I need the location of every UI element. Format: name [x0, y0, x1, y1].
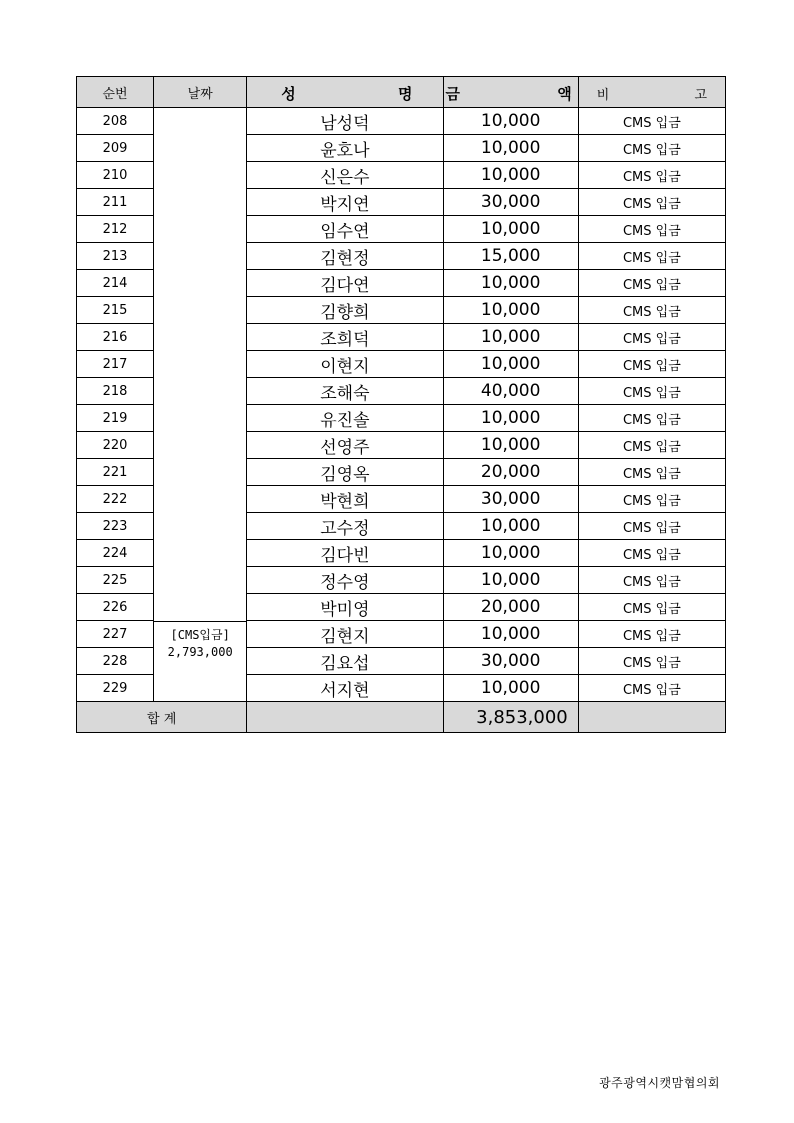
row-number: 213: [77, 243, 154, 270]
row-amount: 10,000: [443, 270, 578, 297]
row-note: CMS 입금: [578, 567, 725, 594]
row-note: CMS 입금: [578, 351, 725, 378]
header-amount-right: 액: [557, 85, 572, 103]
row-note: CMS 입금: [578, 675, 725, 702]
row-amount: 10,000: [443, 567, 578, 594]
header-amount-left: 금: [445, 85, 461, 103]
total-row: [77, 702, 726, 733]
row-note: CMS 입금: [578, 405, 725, 432]
footer-organization: 광주광역시캣맘협의회: [599, 1076, 720, 1090]
row-name: 김현정: [247, 243, 443, 270]
row-name: 조희덕: [247, 324, 443, 351]
row-name: 이현지: [247, 351, 443, 378]
row-name: 서지현: [247, 675, 443, 702]
row-name: 박현희: [247, 486, 443, 513]
row-number: 221: [77, 459, 154, 486]
date-group-cell: [154, 108, 247, 702]
row-amount: 30,000: [443, 486, 578, 513]
row-number: 212: [77, 216, 154, 243]
row-amount: 10,000: [443, 297, 578, 324]
table-header: [77, 77, 726, 108]
row-amount: 10,000: [443, 135, 578, 162]
row-note: CMS 입금: [578, 594, 725, 621]
row-note: CMS 입금: [578, 189, 725, 216]
date-group-box: [154, 621, 247, 701]
row-name: 박지연: [247, 189, 443, 216]
row-number: 217: [77, 351, 154, 378]
row-amount: 10,000: [443, 540, 578, 567]
header-date: 날짜: [154, 77, 247, 108]
total-note-blank: [578, 702, 725, 733]
row-note: CMS 입금: [578, 378, 725, 405]
date-group-amount: 2,793,000: [167, 645, 233, 659]
row-name: 유진솔: [247, 405, 443, 432]
row-number: 209: [77, 135, 154, 162]
row-amount: 10,000: [443, 162, 578, 189]
row-name: 고수정: [247, 513, 443, 540]
row-amount: 15,000: [443, 243, 578, 270]
row-name: 선영주: [247, 432, 443, 459]
row-name: 김다연: [247, 270, 443, 297]
row-note: CMS 입금: [578, 216, 725, 243]
row-name: 정수영: [247, 567, 443, 594]
row-note: CMS 입금: [578, 243, 725, 270]
row-name: 윤호나: [247, 135, 443, 162]
row-amount: 10,000: [443, 216, 578, 243]
donation-ledger-table: [76, 76, 726, 733]
header-name-right: 명: [398, 85, 413, 103]
header-no: 순번: [77, 77, 154, 108]
row-number: 226: [77, 594, 154, 621]
row-number: 227: [77, 621, 154, 648]
total-name-blank: [247, 702, 443, 733]
row-number: 224: [77, 540, 154, 567]
row-amount: 10,000: [443, 405, 578, 432]
row-number: 220: [77, 432, 154, 459]
row-note: CMS 입금: [578, 108, 725, 135]
row-number: 225: [77, 567, 154, 594]
row-note: CMS 입금: [578, 513, 725, 540]
row-number: 216: [77, 324, 154, 351]
header-name: [247, 77, 443, 108]
date-group-label: [CMS입금]: [170, 628, 230, 642]
row-note: CMS 입금: [578, 135, 725, 162]
row-amount: 30,000: [443, 189, 578, 216]
row-amount: 10,000: [443, 675, 578, 702]
total-amount: 3,853,000: [443, 702, 578, 733]
total-label: 합 계: [77, 702, 247, 733]
row-amount: 10,000: [443, 324, 578, 351]
row-amount: 10,000: [443, 432, 578, 459]
header-note-right: 고: [694, 88, 707, 103]
row-note: CMS 입금: [578, 486, 725, 513]
row-note: CMS 입금: [578, 270, 725, 297]
row-amount: 20,000: [443, 459, 578, 486]
row-note: CMS 입금: [578, 297, 725, 324]
row-name: 김현지: [247, 621, 443, 648]
table-body: [77, 108, 726, 702]
header-note-left: 비: [596, 88, 610, 103]
header-amount: [443, 77, 578, 108]
row-note: CMS 입금: [578, 540, 725, 567]
row-name: 남성덕: [247, 108, 443, 135]
row-amount: 40,000: [443, 378, 578, 405]
row-number: 219: [77, 405, 154, 432]
row-name: 박미영: [247, 594, 443, 621]
header-name-left: 성: [281, 85, 296, 103]
row-name: 조해숙: [247, 378, 443, 405]
row-name: 김다빈: [247, 540, 443, 567]
row-number: 214: [77, 270, 154, 297]
row-note: CMS 입금: [578, 432, 725, 459]
row-note: CMS 입금: [578, 459, 725, 486]
row-number: 218: [77, 378, 154, 405]
row-number: 228: [77, 648, 154, 675]
row-amount: 10,000: [443, 351, 578, 378]
row-name: 김향희: [247, 297, 443, 324]
row-number: 223: [77, 513, 154, 540]
row-number: 229: [77, 675, 154, 702]
row-name: 신은수: [247, 162, 443, 189]
row-name: 김영옥: [247, 459, 443, 486]
table-footer: [77, 702, 726, 733]
row-number: 222: [77, 486, 154, 513]
row-amount: 10,000: [443, 108, 578, 135]
row-number: 211: [77, 189, 154, 216]
row-note: CMS 입금: [578, 324, 725, 351]
header-row: [77, 77, 726, 108]
row-amount: 10,000: [443, 621, 578, 648]
row-number: 215: [77, 297, 154, 324]
row-amount: 30,000: [443, 648, 578, 675]
row-number: 208: [77, 108, 154, 135]
row-name: 김요섭: [247, 648, 443, 675]
row-number: 210: [77, 162, 154, 189]
row-amount: 20,000: [443, 594, 578, 621]
row-note: CMS 입금: [578, 648, 725, 675]
table-row: [77, 108, 726, 135]
header-note: [578, 77, 725, 108]
row-name: 임수연: [247, 216, 443, 243]
row-amount: 10,000: [443, 513, 578, 540]
row-note: CMS 입금: [578, 621, 725, 648]
row-note: CMS 입금: [578, 162, 725, 189]
